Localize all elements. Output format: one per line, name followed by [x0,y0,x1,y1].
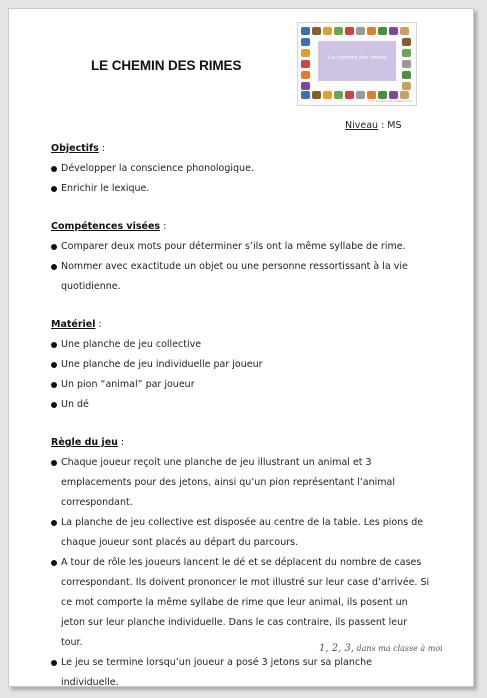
board-picture-cell [389,91,398,99]
footer-signature [319,643,443,654]
section-materiel [51,315,431,415]
level-line [345,120,402,131]
board-picture-cell [301,82,310,90]
section-competences [51,217,431,297]
level-label: Niveau [345,120,379,131]
board-picture-cell [402,60,411,68]
board-picture-cell [367,27,376,35]
list-item: Une planche de jeu individuelle par joueur [51,355,431,375]
list-item: Développer la conscience phonologique. [51,159,431,179]
list-item: Le jeu se termine lorsqu’un joueur a posé 3 jetons sur sa planche individuelle. [51,653,431,693]
list-item: A tour de rôle les joueurs lancent le dé et se déplacent du nombre de cases correspondant. Ils doivent prononcer le mot illustré sur leur case d’arrivée. Si ce mot comporte la même syllabe de rime que leur animal, ils posent un jeton sur leur planche individuelle. Dans le cas contraire, ils passent leur tour. [51,553,431,653]
heading-suffix: : [160,221,167,232]
list-item: Un dé [51,395,431,415]
board-picture-cell [389,27,398,35]
section-heading: Compétences visées [51,221,161,232]
game-board-thumbnail [297,22,417,106]
section-regle [51,433,431,693]
heading-suffix: : [117,437,125,448]
board-picture-cell [301,71,310,79]
board-picture-cell [312,27,321,35]
footer-text: dans ma classe à moi [353,644,443,653]
board-picture-cell [323,27,332,35]
list-item: Comparer deux mots pour déterminer s’ils ont la même syllabe de rime. [51,237,431,257]
board-picture-cell [334,27,343,35]
board-picture-cell [402,38,411,46]
list-item: Nommer avec exactitude un objet ou une personne ressortissant à la vie quotidienne. [51,257,431,297]
board-picture-cell [400,27,409,35]
list-item: Chaque joueur reçoit une planche de jeu illustrant un animal et 3 emplacements pour des jetons, ainsi qu’un pion représentant l’animal correspondant. [51,453,431,513]
document-page [8,8,474,687]
board-picture-cell [400,91,409,99]
board-picture-cell [356,27,365,35]
footer-numbers: 1, 2, 3, [319,643,354,654]
document-title: LE CHEMIN DES RIMES [91,58,242,73]
board-picture-cell [301,60,310,68]
list-item: Une planche de jeu collective [51,335,431,355]
board-picture-cell [301,91,310,99]
board-picture-cell [323,91,332,99]
thumbnail-center [318,41,396,81]
board-picture-cell [345,27,354,35]
thumbnail-center-text: Le chemin des rimes [328,55,386,61]
board-picture-cell [378,27,387,35]
board-picture-cell [402,49,411,57]
section-heading: Règle du jeu [51,437,118,448]
section-objectifs [51,139,431,199]
board-picture-cell [301,49,310,57]
list-item: Enrichir le lexique. [51,179,431,199]
list-item: La planche de jeu collective est disposée au centre de la table. Les pions de chaque joueur sont placés au départ du parcours. [51,513,431,553]
board-picture-cell [334,91,343,99]
board-picture-cell [378,91,387,99]
board-picture-cell [402,82,411,90]
level-value: : MS [378,120,402,131]
board-picture-cell [301,38,310,46]
document-body [51,139,431,693]
section-heading: Matériel [51,319,96,330]
board-picture-cell [301,27,310,35]
list-item: Un pion “animal” par joueur [51,375,431,395]
board-picture-cell [356,91,365,99]
board-picture-cell [402,71,411,79]
thumbnail-caption: 1, 2, 3, dans ma classe à moi [368,99,412,103]
board-picture-cell [367,91,376,99]
board-picture-cell [312,91,321,99]
section-heading: Objectifs [51,143,99,154]
board-picture-cell [345,91,354,99]
heading-suffix: : [95,319,102,330]
heading-suffix: : [98,143,106,154]
